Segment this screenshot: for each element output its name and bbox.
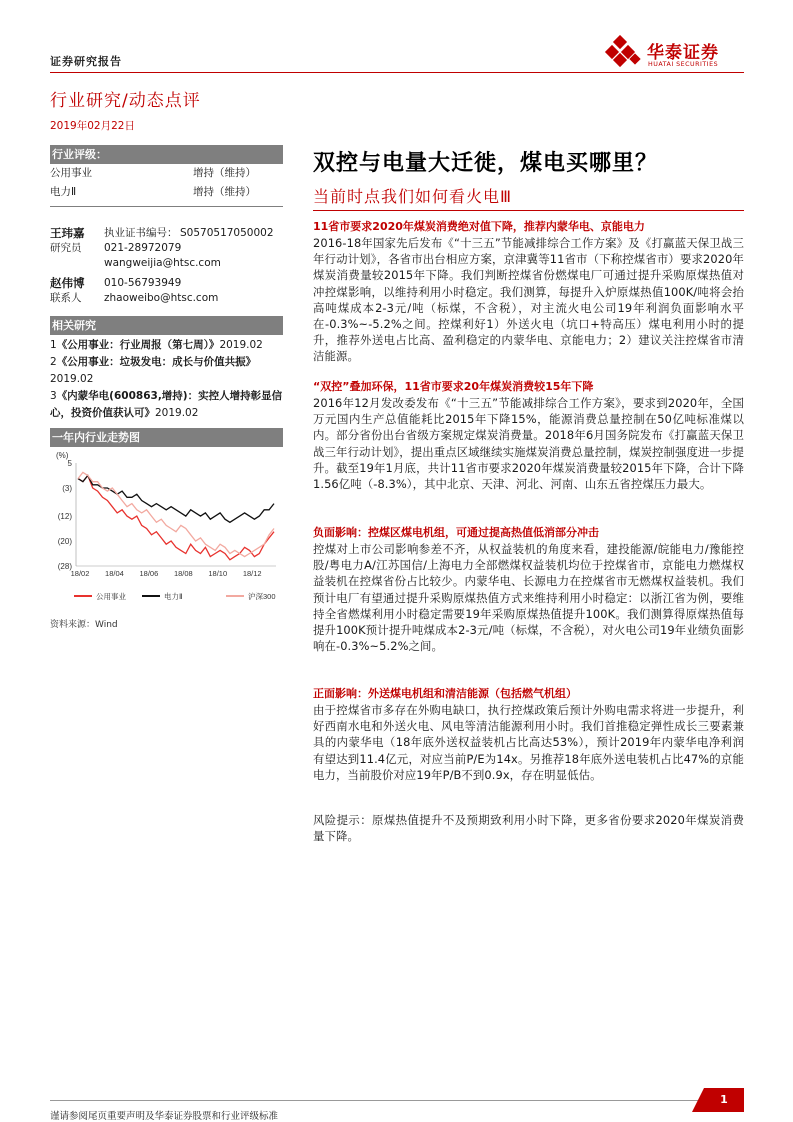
x-tick-label: 18/02 — [70, 569, 90, 578]
report-type: 证券研究报告 — [50, 55, 122, 68]
cert-number: S0570517050002 — [180, 227, 274, 239]
rating-value: 增持（维持） — [193, 186, 256, 198]
rating-value: 增持（维持） — [193, 167, 256, 179]
section-body: 2016-18年国家先后发布《“十三五”节能减排综合工作方案》及《打赢蓝天保卫战三年行动计划》，各省市出台相应方案，京津冀等11省市（下称控煤省市）要求2020年煤炭消费量较2015年下降。我们判断控煤省份燃煤电厂可通过提升采购原煤热值对冲控煤影响，以维持利用小时稳定。我们测算，每提升入炉原煤热值100K/吨将会抬高吨煤成本2-3元/吨（标煤，不含税），对主流火电公司19年利润负面影响水平在-0.3%~-5.2%之间。控煤利好1）外送火电（坑口+特高压）煤电利用小时的提升，推荐外送电占比高、盈利稳定的内蒙华电、京能电力；2）建议关注控煤省市清洁能源。 — [313, 236, 744, 364]
legend-label: 电力Ⅱ — [164, 592, 183, 601]
y-axis-unit: (%) — [56, 451, 69, 460]
section-heading: 正面影响：外送煤电机组和清洁能源（包括燃气机组） — [313, 687, 577, 700]
rating-industry: 电力Ⅱ — [50, 186, 77, 198]
chart-header — [50, 428, 283, 447]
x-tick-label: 18/10 — [208, 569, 228, 578]
section-heading: “双控”叠加环保，11省市要求20年煤炭消费较15年下降 — [313, 380, 594, 393]
analyst-phone: 010-56793949 — [104, 277, 182, 289]
logo-mark-icon — [604, 35, 642, 73]
related-research — [50, 316, 283, 429]
rating-row — [50, 164, 283, 183]
header-divider — [50, 72, 744, 73]
section-body: 2016年12月发改委发布《“十三五”节能减排综合工作方案》，要求到2020年，全国万元国内生产总值能耗比2015年下降15%，能源消费总量控制在50亿吨标准煤以内。部分省份出台省级方案规定煤炭消费量。2018年6月国务院发布《打赢蓝天保卫战三年行动计划》，提出重点区域继续实施煤炭消费总量控制，煤炭控制强度进一步提升。截至19年1月底，共计11省市要求2020年煤炭消费量较2015年下降，合计下降1.56亿吨（-8.3%），其中北京、天津、河北、河南、山东五省控煤压力最大。 — [313, 396, 744, 492]
risk-text: 风险提示：原煤热值提升不及预期致利用小时下降，更多省份要求2020年煤炭消费量下降。 — [313, 813, 744, 844]
logo-name-en: HUATAI SECURITIES — [648, 61, 719, 68]
section-3 — [313, 525, 744, 654]
rating-title: 行业评级： — [50, 145, 283, 164]
y-tick-label: (3) — [62, 483, 72, 493]
x-tick-label: 18/06 — [139, 569, 159, 578]
analyst-role: 联系人 — [50, 292, 82, 304]
legend-label: 沪深300 — [248, 592, 276, 601]
y-tick-label: 5 — [67, 459, 72, 468]
section-heading: 11省市要求2020年煤炭消费绝对值下降，推荐内蒙华电、京能电力 — [313, 220, 645, 233]
chart-source: 资料来源：Wind — [50, 620, 118, 630]
analyst-name: 王玮嘉 — [50, 226, 85, 240]
section-body: 由于控煤省市多存在外购电缺口，执行控煤政策后预计外购电需求将进一步提升，利好西南水电和外送火电、风电等清洁能源利用小时。我们首推稳定弹性成长三要素兼具的内蒙华电（18年底外送权益装机占比高达53%），预计2019年内蒙华电净利润有望达到11.4亿元，对应当前P/E为14x。另推荐18年底外送电装机占比47%的京能电力，当前股价对应19年P/B不到0.9x，存在明显低估。 — [313, 703, 744, 782]
rating-row — [50, 183, 283, 202]
section-4 — [313, 686, 744, 783]
logo-name-cn: 华泰证券 — [647, 43, 719, 63]
section-body: 控煤对上市公司影响参差不齐，从权益装机的角度来看，建投能源/皖能电力/豫能控股/粤电力A/江苏国信/上海电力全部燃煤权益装机均位于控煤省市，京能电力燃煤权益装机在控煤省份占比较少。内蒙华电、长源电力在控煤省市无燃煤权益装机。我们预计电厂有望通过提升采购原煤热值方式来维持利用小时稳定：以浙江省为例，要维持全省燃煤利用小时稳定需要19年采购原煤热值提升100K。我们测算得原煤热值每提升100K预计提升吨煤成本2-3元/吨（标煤，不含税），对火电公司19年业绩负面影响在-0.3%~5.2%之间。 — [313, 542, 744, 654]
cert-label: 执业证书编号： — [104, 227, 178, 239]
series-line-沪深300 — [78, 472, 274, 556]
subtitle-divider — [313, 210, 744, 211]
report-subtitle: 当前时点我们如何看火电Ⅲ — [313, 187, 513, 206]
section-1 — [313, 219, 744, 365]
section-heading: 负面影响：控煤区煤电机组，可通过提高热值低消部分冲击 — [313, 526, 599, 539]
x-tick-label: 18/12 — [242, 569, 262, 578]
publish-date: 2019年02月22日 — [50, 120, 135, 132]
y-tick-label: (28) — [57, 562, 72, 571]
analyst-wangweijia — [50, 226, 283, 306]
x-tick-label: 18/04 — [105, 569, 124, 578]
industry-trend-chart — [50, 449, 283, 609]
risk-warning — [313, 812, 744, 844]
page-number: 1 — [704, 1088, 744, 1112]
related-item[interactable]: 1《公用事业：行业周报（第七周）》2019.02 — [50, 339, 263, 351]
y-tick-label: (20) — [57, 537, 72, 547]
divider — [50, 206, 283, 207]
x-tick-label: 18/08 — [173, 569, 193, 578]
report-title: 双控与电量大迁徙，煤电买哪里？ — [313, 151, 659, 176]
analyst-phone: 021-28972079 — [104, 242, 182, 254]
footer-disclaimer[interactable]: 谨请参阅尾页重要声明及华泰证券股票和行业评级标准 — [50, 1111, 279, 1122]
related-title: 相关研究 — [50, 316, 283, 335]
analyst-role: 研究员 — [50, 242, 82, 254]
analyst-name: 赵伟博 — [50, 276, 85, 290]
related-item[interactable]: 3《内蒙华电(600863,增持)：实控人增持彰显信心，投资价值获认可》2019.02 — [50, 390, 283, 419]
huatai-logo — [604, 35, 744, 75]
analyst-email[interactable]: wangweijia@htsc.com — [104, 257, 221, 269]
chart-title: 一年内行业走势图 — [50, 428, 283, 447]
analyst-email[interactable]: zhaoweibo@htsc.com — [104, 292, 219, 304]
legend-label: 公用事业 — [96, 592, 126, 601]
series-line-电力Ⅱ — [78, 476, 274, 523]
y-tick-label: (12) — [57, 512, 72, 522]
rating-box — [50, 145, 283, 207]
report-category: 行业研究/动态点评 — [50, 91, 201, 111]
related-item[interactable]: 2《公用事业：垃圾发电：成长与价值共振》2019.02 — [50, 356, 257, 385]
section-2 — [313, 379, 744, 492]
footer-divider — [50, 1100, 744, 1101]
rating-industry: 公用事业 — [50, 167, 92, 179]
